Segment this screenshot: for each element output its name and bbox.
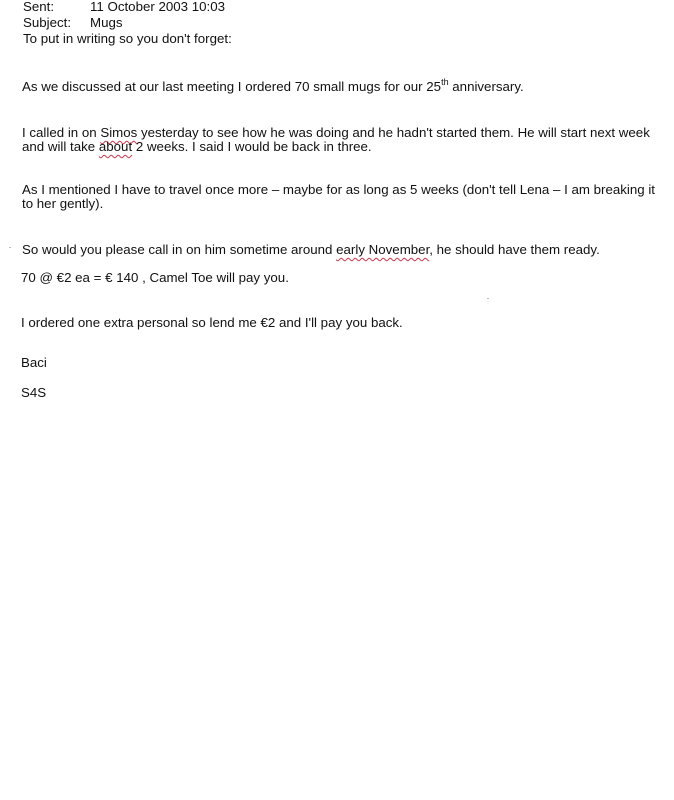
paragraph-call-in <box>22 241 600 258</box>
early-november-flagged: early November <box>336 242 430 257</box>
paragraph-called-in-line2 <box>22 138 372 155</box>
signoff-baci: Baci <box>21 355 47 370</box>
p1-text-b: anniversary. <box>448 79 524 94</box>
subject-value: Mugs <box>90 15 123 30</box>
simos-misspelled-word: Simos <box>100 125 138 140</box>
p1-text-a: As we discussed at our last meeting I ordered 70 small mugs for our 25 <box>22 79 442 94</box>
intro-line: To put in writing so you don't forget: <box>23 31 232 46</box>
scan-speck <box>487 298 489 299</box>
p2-l2-text-b: 2 weeks. I said I would be back in three. <box>132 139 372 154</box>
paragraph-extra: I ordered one extra personal so lend me €2 and I'll pay you back. <box>21 315 403 330</box>
signoff-s4s: S4S <box>21 385 47 400</box>
subject-label: Subject: <box>23 15 72 30</box>
p1-superscript: th <box>441 76 449 87</box>
paragraph-travel-line2: to her gently). <box>22 196 104 211</box>
p4-text-a: So would you please call in on him sometime around <box>22 242 337 257</box>
p2-text-b: yesterday to see how he was doing and he hadn't started them. He will start next week <box>137 125 650 140</box>
p2-l2-text-a: and will take <box>22 139 99 154</box>
paragraph-cost: 70 @ €2 ea = € 140 , Camel Toe will pay you. <box>21 270 289 285</box>
p2-text-a: I called in on <box>22 125 101 140</box>
paragraph-travel-line1: As I mentioned I have to travel once more – maybe for as long as 5 weeks (don't tell Lena – I am breaking it <box>22 182 656 197</box>
p4-text-b: , he should have them ready. <box>429 242 600 257</box>
sent-label: Sent: <box>23 0 55 14</box>
paragraph-order <box>22 78 524 95</box>
about-flagged-word: about <box>98 139 133 154</box>
sent-value: 11 October 2003 10:03 <box>90 0 226 14</box>
scan-speck <box>9 247 11 248</box>
